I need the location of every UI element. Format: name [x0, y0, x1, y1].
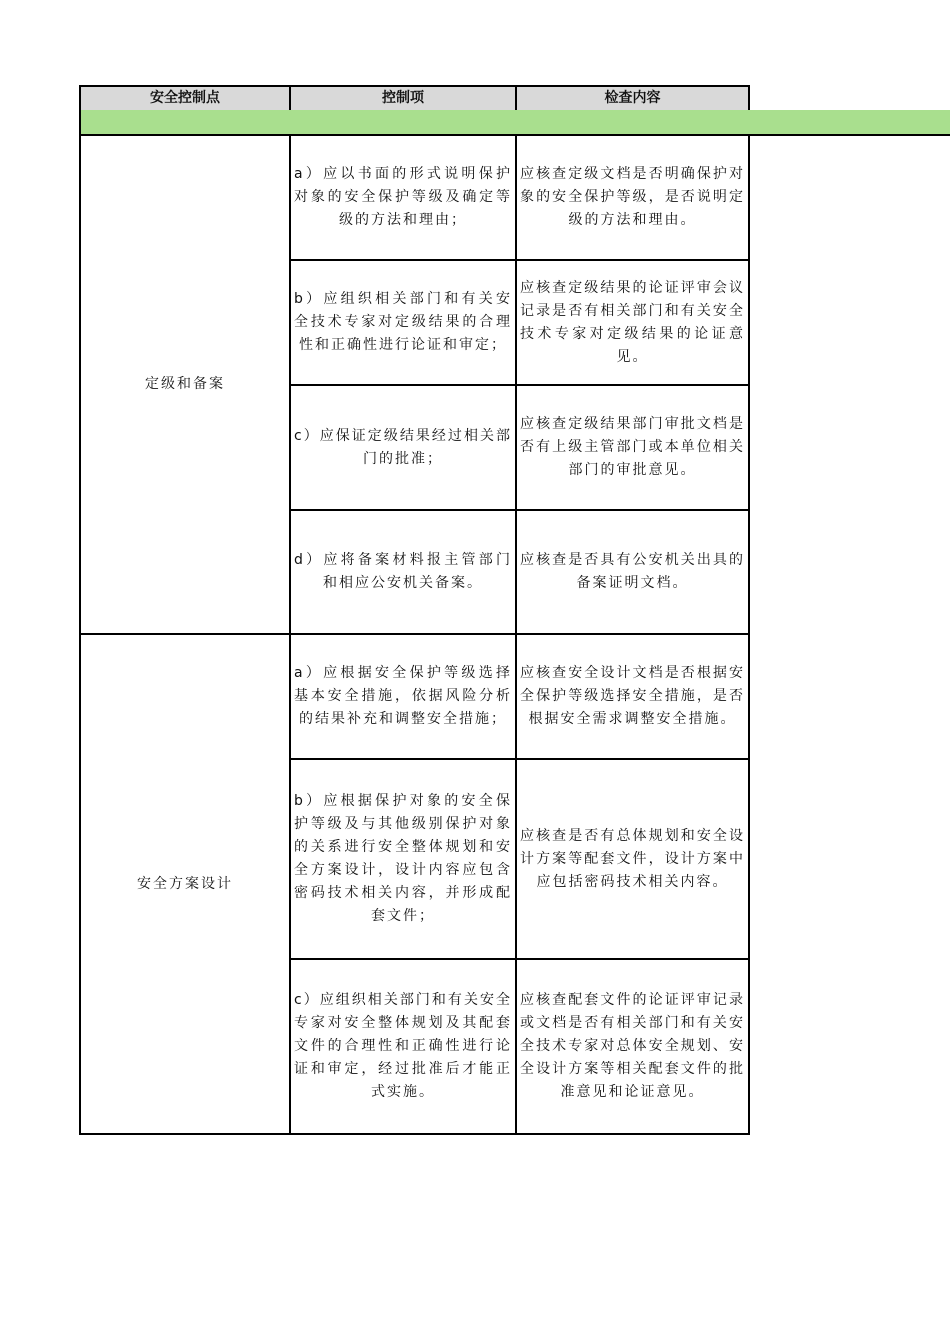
control-item-text: b）应组织相关部门和有关安全技术专家对定级结果的合理性和正确性进行论证和审定； [294, 291, 512, 353]
control-item-text: c）应保证定级结果经过相关部门的批准； [294, 427, 512, 467]
control-item-text: d）应将备案材料报主管部门和相应公安机关备案。 [294, 552, 512, 591]
control-item-text: a）应根据安全保护等级选择基本安全措施，依据风险分析的结果补充和调整安全措施； [294, 665, 512, 727]
header-check-content: 检查内容 [515, 85, 750, 112]
section-band [79, 110, 950, 136]
control-item-cell [289, 758, 517, 960]
control-item-cell [289, 633, 517, 760]
check-content-cell [515, 758, 750, 960]
control-item-cell [289, 509, 517, 635]
header-control-item: 控制项 [289, 85, 517, 112]
check-content-text: 应核查是否具有公安机关出具的备案证明文档。 [520, 552, 745, 591]
check-content-text: 应核查是否有总体规划和安全设计方案等配套文件，设计方案中应包括密码技术相关内容。 [520, 827, 745, 890]
control-item-cell [289, 259, 517, 386]
check-content-cell [515, 384, 750, 511]
check-content-text: 应核查定级结果的论证评审会议记录是否有相关部门和有关安全技术专家对定级结果的论证意见。 [520, 279, 745, 365]
check-content-cell [515, 259, 750, 386]
control-point-label: 定级和备案 [145, 376, 225, 392]
check-content-cell [515, 958, 750, 1135]
control-item-text: b）应根据保护对象的安全保护等级及与其他级别保护对象的关系进行安全整体规划和安全方案设计，设计内容应包含密码技术相关内容，并形成配套文件； [294, 793, 512, 924]
check-content-cell [515, 134, 750, 261]
check-content-cell [515, 509, 750, 635]
control-item-text: c）应组织相关部门和有关安全专家对安全整体规划及其配套文件的合理性和正确性进行论证和审定，经过批准后才能正式实施。 [294, 992, 512, 1100]
control-point-cell [79, 134, 291, 635]
check-content-text: 应核查定级文档是否明确保护对象的安全保护等级，是否说明定级的方法和理由。 [520, 166, 745, 228]
control-item-cell [289, 958, 517, 1135]
check-content-text: 应核查安全设计文档是否根据安全保护等级选择安全措施，是否根据安全需求调整安全措施。 [520, 665, 745, 727]
header-control-point: 安全控制点 [79, 85, 291, 112]
control-point-label: 安全方案设计 [137, 875, 233, 892]
control-point-cell [79, 633, 291, 1135]
control-item-cell [289, 384, 517, 511]
control-item-text: a）应以书面的形式说明保护对象的安全保护等级及确定等级的方法和理由； [294, 166, 512, 228]
check-content-cell [515, 633, 750, 760]
check-content-text: 应核查定级结果部门审批文档是否有上级主管部门或本单位相关部门的审批意见。 [520, 416, 745, 478]
check-content-text: 应核查配套文件的论证评审记录或文档是否有相关部门和有关安全技术专家对总体安全规划、安全设计方案等相关配套文件的批准意见和论证意见。 [520, 992, 745, 1100]
control-item-cell [289, 134, 517, 261]
